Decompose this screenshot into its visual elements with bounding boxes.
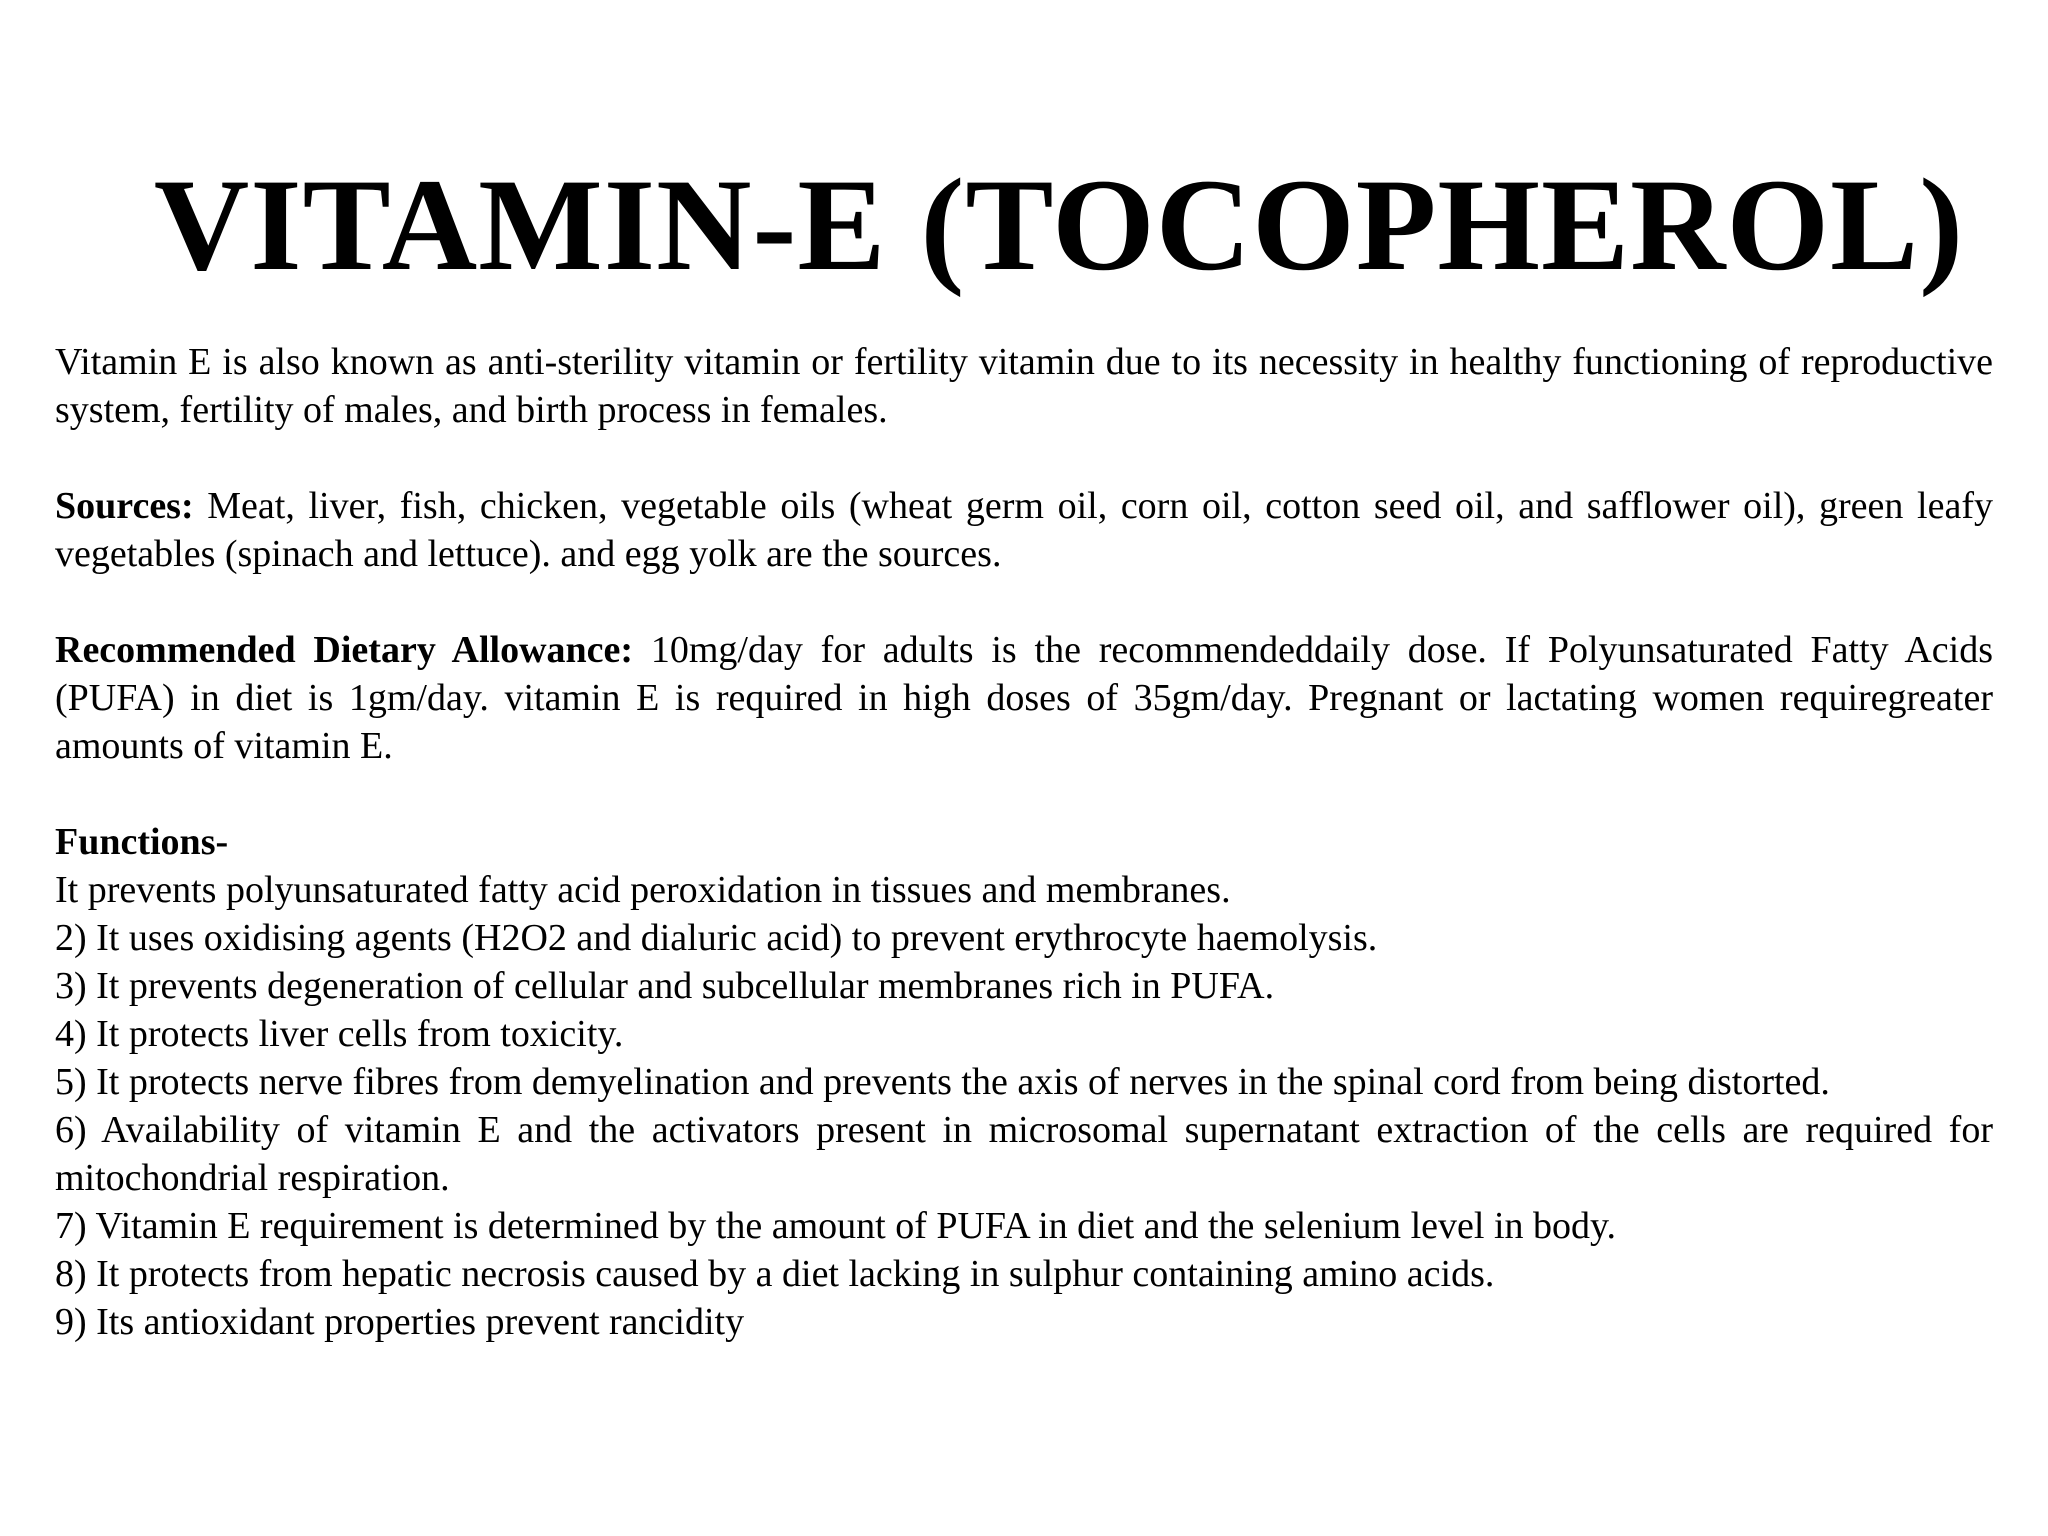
page-title: VITAMIN-E (TOCOPHEROL) (153, 151, 1965, 298)
function-item-4: 4) It protects liver cells from toxicity. (55, 1013, 624, 1055)
functions-section (55, 818, 1993, 1346)
function-item-2: 2) It uses oxidising agents (H2O2 and dialuric acid) to prevent erythrocyte haemolysis. (55, 917, 1378, 959)
function-item-6: 6) Availability of vitamin E and the activators present in microsomal supernatant extraction of the cells are required for mitochondrial respiration. (55, 1109, 1993, 1199)
function-item-3: 3) It prevents degeneration of cellular and subcellular membranes rich in PUFA. (55, 965, 1275, 1007)
functions-heading: Functions- (55, 821, 229, 863)
sources-text: Meat, liver, fish, chicken, vegetable oils (wheat germ oil, corn oil, cotton seed oil, and safflower oil), green leafy vegetables (spinach and lettuce). and egg yolk are the sources. (55, 485, 1993, 575)
content-body (55, 338, 1993, 1346)
rda-label: Recommended Dietary Allowance: (55, 629, 634, 671)
function-item-1: It prevents polyunsaturated fatty acid peroxidation in tissues and membranes. (55, 869, 1231, 911)
sources-paragraph (55, 482, 1993, 578)
function-item-8: 8) It protects from hepatic necrosis caused by a diet lacking in sulphur containing amino acids. (55, 1253, 1495, 1295)
rda-paragraph (55, 626, 1993, 770)
sources-label: Sources: (55, 485, 194, 527)
intro-paragraph: Vitamin E is also known as anti-sterility vitamin or fertility vitamin due to its necessity in healthy functioning of reproductive system, fertility of males, and birth process in females. (55, 341, 1993, 431)
function-item-7: 7) Vitamin E requirement is determined by the amount of PUFA in diet and the selenium level in body. (55, 1205, 1617, 1247)
function-item-5: 5) It protects nerve fibres from demyelination and prevents the axis of nerves in the spinal cord from being distorted. (55, 1061, 1830, 1103)
rda-text: 10mg/day for adults is the recommendeddaily dose. If Polyunsaturated Fatty Acids (PUFA) in diet is 1gm/day. vitamin E is required in high doses of 35gm/day. Pregnant or lactating women requiregreater amounts of vitamin E. (55, 629, 1994, 767)
function-item-9: 9) Its antioxidant properties prevent rancidity (55, 1301, 745, 1343)
